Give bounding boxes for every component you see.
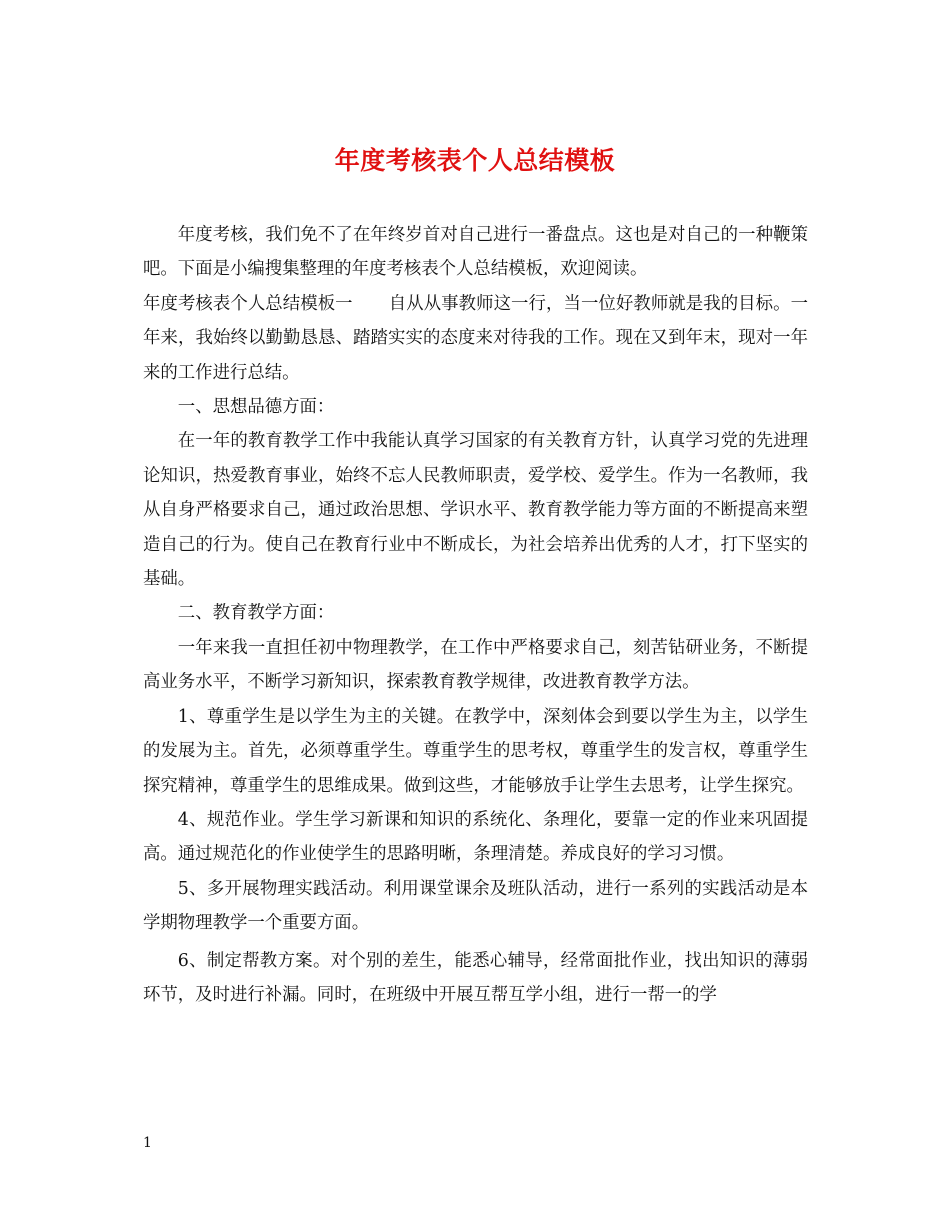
document-title: 年度考核表个人总结模板: [334, 146, 616, 175]
document-body: [143, 218, 808, 1012]
list-item-tutoring-plan: 6、制定帮教方案。对个别的差生，能悉心辅导，经常面批作业，找出知识的薄弱环节，及时进行补漏。同时，在班级中开展互帮互学小组，进行一帮一的学: [143, 950, 808, 1005]
list-item-respect-students: 1、尊重学生是以学生为主的关键。在教学中，深刻体会到要以学生为主，以学生的发展为主。首先，必须尊重学生。尊重学生的思考权，尊重学生的发言权，尊重学生探究精神，尊重学生的思维成果。做到这些，才能够放手让学生去思考，让学生探究。: [143, 706, 808, 796]
paragraph-intro: 年度考核，我们免不了在年终岁首对自己进行一番盘点。这也是对自己的一种鞭策吧。下面是小编搜集整理的年度考核表个人总结模板，欢迎阅读。: [143, 225, 808, 280]
section-heading-ideology: 一、思想品德方面：: [177, 397, 335, 418]
template-label: 年度考核表个人总结模板一: [143, 293, 353, 314]
list-item-practice-activities: 5、多开展物理实践活动。利用课堂课余及班队活动，进行一系列的实践活动是本学期物理教学一个重要方面。: [143, 878, 808, 934]
page-number: 1: [143, 1135, 152, 1151]
template-intro-text: 自从从事教师这一行，当一位好教师就是我的目标。一年来，我始终以勤勤恳恳、踏踏实实的态度来对待我的工作。现在又到年末，现对一年来的工作进行总结。: [143, 293, 808, 383]
section-heading-teaching: 二、教育教学方面：: [177, 603, 335, 624]
paragraph-template-one: [143, 287, 808, 390]
paragraph-teaching: 一年来我一直担任初中物理教学，在工作中严格要求自己，刻苦钻研业务，不断提高业务水平，不断学习新知识，探索教育教学规律，改进教育教学方法。: [143, 637, 808, 693]
paragraph-ideology: 在一年的教育教学工作中我能认真学习国家的有关教育方针，认真学习党的先进理论知识，热爱教育事业，始终不忘人民教师职责，爱学校、爱学生。作为一名教师，我从自身严格要求自己，通过政治思想、学识水平、教育教学能力等方面的不断提高来塑造自己的行为。使自己在教育行业中不断成长，为社会培养出优秀的人才，打下坚实的基础。: [143, 431, 808, 590]
list-item-standard-homework: 4、规范作业。学生学习新课和知识的系统化、条理化，要靠一定的作业来巩固提高。通过规范化的作业使学生的思路明晰，条理清楚。养成良好的学习习惯。: [143, 809, 808, 865]
